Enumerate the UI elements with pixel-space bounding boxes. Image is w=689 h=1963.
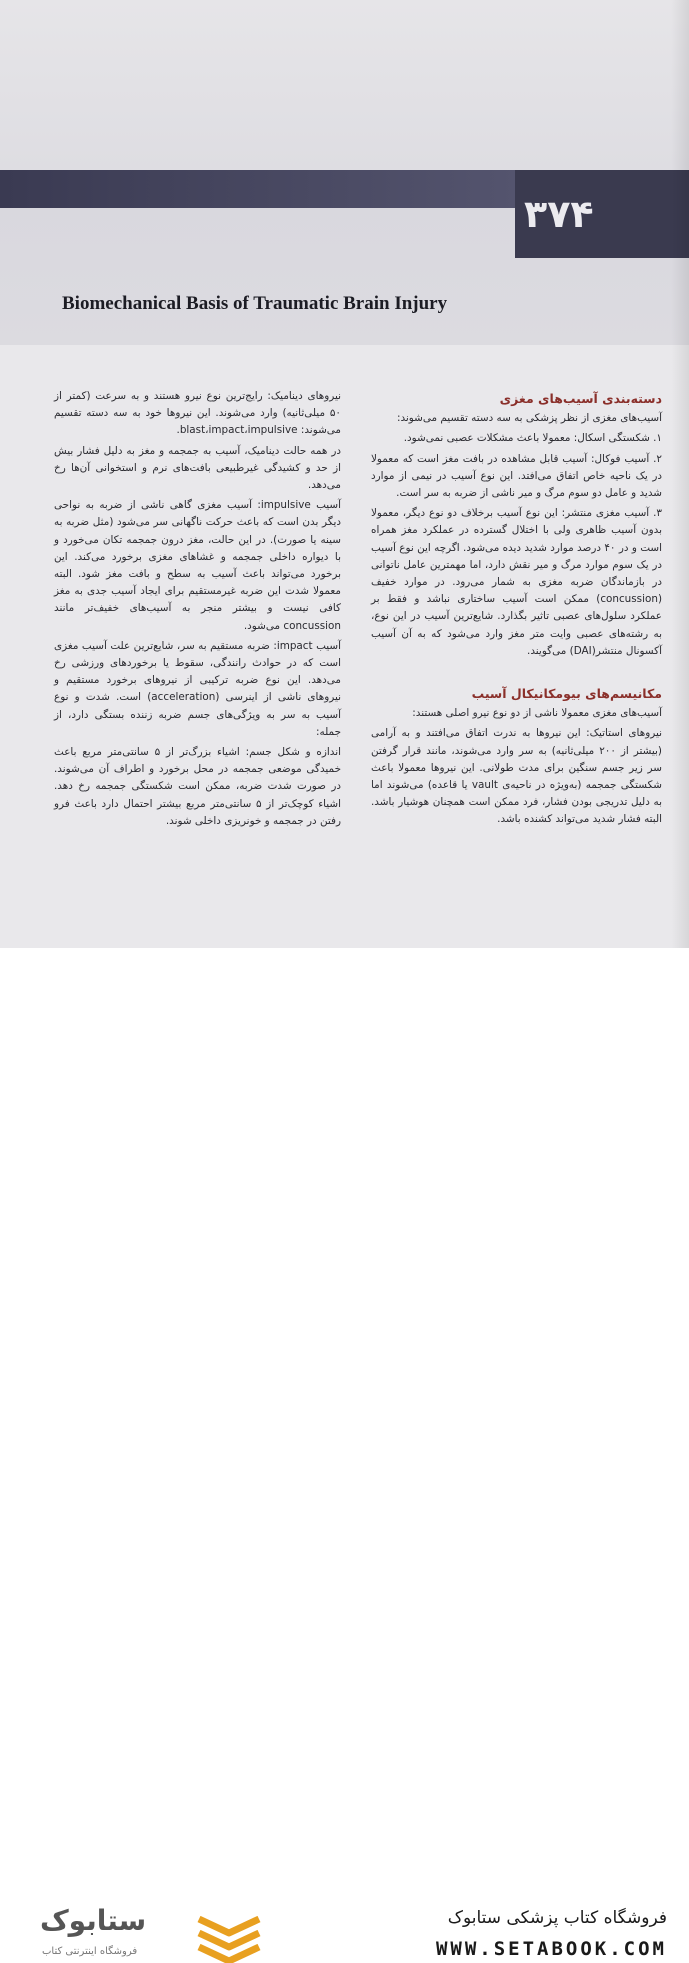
left-paragraph: اندازه و شکل جسم: اشیاء بزرگ‌تر از ۵ سانتی‌متر مربع باعث خمیدگی موضعی جمجمه در محل برخورد و اطراف آن می‌شوند. در صورت شدت ضربه، ممکن است شکستگی جمجمه رخ دهد. اشیاء کوچک‌تر از ۵ سانتی‌متر مربع بیشتر احتمال دارد باعث فرو رفتن در جمجمه و خونریزی داخلی شوند.	[54, 746, 341, 827]
page-top-margin	[0, 0, 689, 170]
book-title: Biomechanical Basis of Traumatic Brain Injury	[62, 293, 448, 314]
left-column	[54, 388, 341, 833]
right-paragraph: آسیب‌های مغزی از نظر پزشکی به سه دسته تقسیم می‌شوند:	[396, 412, 662, 425]
store-url: WWW.SETABOOK.COM	[435, 1938, 667, 1960]
section-spacer	[371, 663, 662, 685]
left-paragraph: نیروهای دینامیک: رایج‌ترین نوع نیرو هستند و به سرعت (کمتر از ۵۰ میلی‌ثانیه) وارد می‌شوند. این نیروها خود به سه دسته تقسیم می‌شوند: blast،impact،impulsive.	[54, 390, 341, 437]
right-paragraph: ۱. شکستگی اسکال: معمولا باعث مشکلات عصبی نمی‌شود.	[403, 432, 662, 445]
left-paragraph: آسیب impulsive: آسیب مغزی گاهی ناشی از ضربه به نواحی دیگر بدن است که باعث حرکت ناگهانی سر می‌شود (مثل ضربه به سینه یا صورت). در این حالت، مغز درون جمجمه تکان می‌خورد و با دیواره داخلی جمجمه و غشاهای مغزی برخورد می‌کند. این برخورد می‌تواند باعث آسیب به سطح و بافت مغز شود. البته معمولا شدت این ضربه غیرمستقیم برای ایجاد آسیب جدی به مغز کافی نیست و بیشتر منجر به آسیب‌های خفیف‌تر مانند concussion می‌شود.	[54, 499, 342, 632]
book-page	[0, 0, 689, 948]
page-number: ۳۷۴	[524, 192, 594, 236]
right-paragraph: نیروهای استاتیک: این نیروها به ندرت اتفاق می‌افتند و به آرامی (بیشتر از ۲۰۰ میلی‌ثانیه) به سر وارد می‌شوند، مانند قرار گرفتن سر زیر جسم سنگین برای مدت طولانی. این نیروها معمولا باعث شکستگی جمجمه (به‌ویژه در ناحیه‌ی vault یا قاعده) می‌شوند اما به دلیل تدریجی بودن فشار، فرد ممکن است همچنان هوشیار باشد. البته فشار شدید می‌تواند کشنده باشد.	[371, 727, 662, 826]
store-logo-subtitle: فروشگاه اینترنتی کتاب	[42, 1946, 138, 1957]
header-dark-bar	[0, 170, 520, 208]
right-paragraph: ۲. آسیب فوکال: آسیب قابل مشاهده در بافت مغز است که معمولا در یک ناحیه خاص اتفاق می‌افتد. این نوع آسیب در نیمی از موارد شدید و عامل دو سوم مرگ و میر ناشی از ضربه به سر است.	[371, 452, 662, 500]
section-heading-biomechanical-mechanisms: مکانیسم‌های بیومکانیکال آسیب	[471, 686, 662, 702]
store-logo-text: ستابوک	[40, 1904, 147, 1937]
store-name: فروشگاه کتاب پزشکی ستابوک	[447, 1908, 667, 1928]
footer-banner	[0, 948, 689, 1960]
left-paragraph: آسیب impact: ضربه مستقیم به سر، شایع‌ترین علت آسیب مغزی است که در حوادث رانندگی، سقوط یا برخوردهای ورزشی رخ می‌دهد. این نوع ضربه ترکیبی از نیروهای برخورد مستقیم و نیروهای ناشی از اینرسی (acceleration) است. شدت و نوع آسیب به سر به ویژگی‌های جسم ضربه زننده بستگی دارد، از جمله:	[54, 639, 342, 738]
left-paragraph: در همه حالت دینامیک، آسیب به جمجمه و مغز به دلیل فشار بیش از حد و کشیدگی غیرطبیعی بافت‌های نرم و استخوانی آن‌ها رخ می‌دهد.	[54, 444, 341, 492]
section-heading-brain-injury-types: دسته‌بندی آسیب‌های مغزی	[499, 391, 662, 406]
book-stack-logo-icon	[193, 1913, 265, 1963]
right-paragraph: ۳. آسیب مغزی منتشر: این نوع آسیب برخلاف دو نوع دیگر، معمولا بدون آسیب ظاهری ولی با اختلال گسترده در عملکرد مغز همراه است و در ۴۰ درصد موارد شدید دیده می‌شود. اگرچه این نوع آسیب در یک سوم موارد مرگ و میر نقش دارد، اما مهمترین عامل ناتوانی در بازماندگان ضربه مغزی به شمار می‌رود. در موارد خفیف (concussion) ممکن است آسیب ساختاری نباشد و فقط بر عملکرد سلول‌های عصبی تاثیر بگذارد. شایع‌ترین آسیب در این نوع، به رشته‌های عصبی وایت متر مغز وارد می‌شود که به آن آسیب آکسونال منتشر(DAI) می‌گویند.	[371, 507, 662, 657]
right-column	[371, 390, 662, 832]
right-paragraph: آسیب‌های مغزی معمولا ناشی از دو نوع نیرو اصلی هستند:	[412, 707, 662, 720]
page-edge-shadow	[671, 0, 689, 948]
